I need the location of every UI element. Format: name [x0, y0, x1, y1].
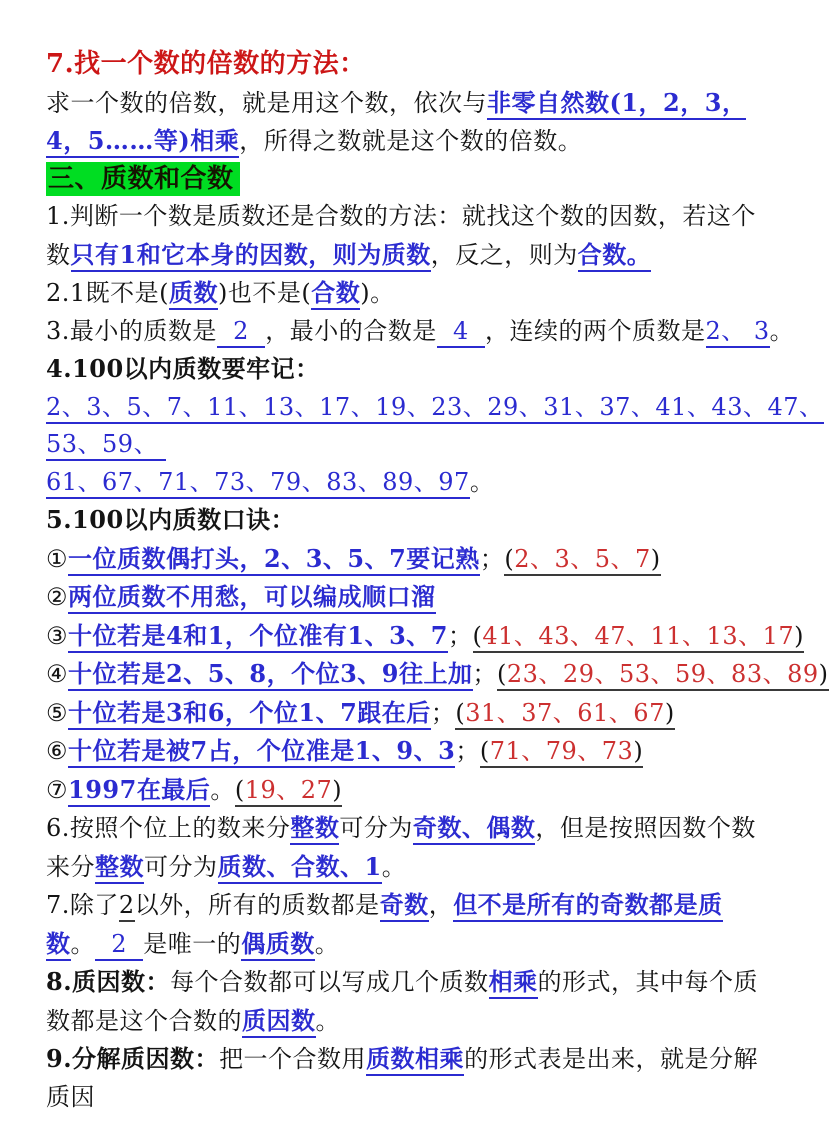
text-segment: 。	[70, 929, 95, 958]
text-segment: ；	[448, 621, 473, 650]
text-line	[46, 426, 757, 464]
text-segment: 可分为	[144, 852, 218, 881]
text-segment: )	[651, 545, 661, 576]
text-segment: 。	[210, 775, 235, 804]
text-segment: 。	[381, 852, 407, 881]
text-segment: ；	[430, 698, 456, 727]
text-line	[46, 236, 757, 275]
text-segment: 61、67、71、73、79、83、89、97	[46, 468, 470, 499]
text-line	[46, 732, 757, 771]
text-segment: 但不是所有的奇数都是质	[453, 890, 723, 922]
text-segment: (	[497, 660, 507, 691]
text-segment: 5.100以内质数口诀：	[46, 505, 296, 534]
text-segment: 质数、合数、1	[218, 852, 382, 884]
text-line	[46, 925, 757, 964]
text-segment: 可分为	[339, 814, 413, 842]
text-segment: 的形式，其中每个质	[537, 968, 759, 996]
text-line	[46, 848, 757, 887]
text-segment: 每个合数都可以写成几个质数	[170, 968, 489, 996]
text-segment: 合数	[311, 278, 360, 310]
text-segment: 9.分解质因数：	[46, 1044, 220, 1073]
text-line	[46, 46, 757, 84]
text-segment: 合数。	[578, 240, 652, 272]
text-segment: 十位若是4和1，个位准有1、3、7	[68, 621, 448, 653]
text-segment: ①	[46, 544, 69, 573]
text-segment: ；	[472, 660, 498, 688]
text-segment: 71、79、73	[490, 737, 634, 768]
text-segment: 4.100以内质数要牢记：	[46, 354, 320, 383]
text-segment: 31、37、61、67	[465, 699, 665, 730]
text-segment: ③	[46, 621, 69, 650]
text-segment: 19、27	[245, 776, 333, 807]
text-segment: 。	[769, 316, 795, 345]
text-segment: 来分	[46, 852, 95, 881]
text-segment: 2、 3	[706, 317, 770, 348]
text-line	[46, 1002, 757, 1041]
text-line	[46, 694, 757, 733]
text-segment: ⑦	[46, 775, 69, 804]
text-segment: 4，5……等)相乘	[46, 126, 239, 158]
text-segment: 偶质数	[241, 929, 315, 961]
text-segment: 。	[469, 467, 495, 496]
text-segment: 十位若是3和6，个位1、7跟在后	[68, 698, 431, 730]
text-line	[46, 886, 757, 925]
text-line	[46, 122, 757, 161]
text-segment: ②	[46, 583, 69, 611]
text-line	[46, 809, 757, 848]
text-segment: 数都是这个合数的	[46, 1006, 242, 1035]
text-segment: 是唯一的	[143, 929, 242, 958]
text-segment: (	[235, 776, 245, 807]
text-segment: )也不是(	[218, 279, 312, 307]
text-segment: )	[665, 699, 675, 730]
text-line	[46, 501, 757, 540]
text-line	[46, 1040, 757, 1079]
text-segment: 53、59、	[46, 430, 166, 461]
text-segment: 整数	[290, 813, 339, 845]
document-body	[46, 46, 829, 1116]
text-line	[46, 464, 757, 502]
text-line	[46, 274, 757, 313]
text-line	[46, 313, 795, 351]
text-segment: 8.质因数：	[46, 967, 171, 996]
text-segment: 求一个数的倍数，就是用这个数，依次与	[46, 88, 487, 117]
text-segment: 7.除了	[46, 891, 119, 919]
text-segment: 2	[217, 317, 265, 348]
text-segment: 7.找一个数的倍数的方法：	[46, 49, 366, 79]
text-segment: ⑥	[46, 737, 69, 765]
text-segment: 两位质数不用愁，可以编成顺口溜	[68, 582, 436, 614]
text-segment: 2	[95, 930, 143, 961]
text-segment: 6.按照个位上的数来分	[46, 814, 291, 842]
text-segment: 2、3、5、7	[514, 545, 651, 576]
text-segment: 。	[315, 1006, 340, 1035]
text-segment: 整数	[95, 852, 144, 884]
text-segment: 质数	[169, 278, 218, 310]
text-segment: )	[332, 776, 342, 807]
text-segment: ④	[46, 660, 69, 688]
text-line	[46, 578, 757, 617]
text-line	[46, 540, 757, 579]
text-segment: ，但是按照因数个数	[535, 814, 756, 842]
text-line	[46, 350, 757, 389]
text-segment: 4	[437, 317, 485, 348]
text-segment: (	[473, 622, 483, 653]
text-segment: 质因	[46, 1082, 95, 1111]
text-segment: 质因数	[242, 1006, 316, 1038]
text-segment: 相乘	[489, 967, 538, 999]
text-segment: (	[480, 737, 490, 768]
text-segment: 1.判断一个数是质数还是合数的方法：就找这个数的因数，若这个	[46, 202, 756, 230]
text-segment: (	[504, 545, 514, 576]
text-segment: 的形式表是出来，就是分解	[464, 1045, 759, 1073]
text-segment: 数	[46, 240, 71, 269]
text-segment: ，	[428, 891, 454, 919]
text-segment: 1997在最后	[68, 775, 210, 807]
text-segment: ；	[455, 737, 480, 765]
text-segment: 奇数	[380, 890, 429, 922]
text-segment: 。	[314, 929, 340, 958]
text-segment: 十位若是被7占，个位准是1、9、3	[68, 736, 455, 768]
text-segment: 41、43、47、11、13、17	[482, 622, 794, 653]
text-line	[46, 655, 829, 694]
text-segment: ，最小的合数是	[265, 316, 437, 345]
text-segment: ；	[479, 544, 505, 573]
text-segment: 数	[46, 929, 71, 961]
text-line	[46, 771, 757, 810]
text-segment: 十位若是2、5、8，个位3、9往上加	[68, 659, 473, 691]
text-segment: 23、29、53、59、83、89	[507, 660, 819, 691]
text-segment: )。	[360, 279, 395, 307]
text-segment: 以外，所有的质数都是	[134, 891, 380, 919]
text-line	[46, 617, 804, 656]
text-segment: 3.最小的质数是	[46, 316, 217, 345]
text-line	[46, 84, 757, 123]
text-segment: 一位质数偶打头，2、3、5、7要记熟	[68, 544, 480, 576]
text-segment: 奇数、偶数	[413, 813, 536, 845]
text-line	[46, 963, 757, 1002]
text-segment: )	[794, 622, 804, 653]
text-segment: )	[633, 737, 643, 768]
text-segment: ⑤	[46, 698, 69, 727]
text-segment: ，连续的两个质数是	[485, 316, 706, 345]
text-segment: 2.1既不是(	[46, 279, 170, 307]
text-segment: 三、质数和合数	[46, 162, 240, 196]
text-segment: (	[455, 699, 465, 730]
text-segment: )	[819, 660, 829, 691]
text-segment: 2、3、5、7、11、13、17、19、23、29、31、37、41、43、47、	[46, 393, 824, 424]
text-segment: 2	[119, 891, 135, 922]
text-segment: ，所得之数就是这个数的倍数。	[239, 127, 583, 155]
text-segment: 只有1和它本身的因数，则为质数	[71, 240, 431, 272]
text-line	[46, 198, 757, 236]
text-segment: 把一个合数用	[219, 1045, 367, 1073]
text-line	[46, 161, 757, 199]
text-segment: 质数相乘	[366, 1044, 464, 1076]
text-segment: ，反之，则为	[430, 240, 578, 269]
text-line	[46, 389, 824, 427]
text-segment: 非零自然数(1，2，3，	[487, 88, 746, 120]
text-line	[46, 1079, 757, 1117]
